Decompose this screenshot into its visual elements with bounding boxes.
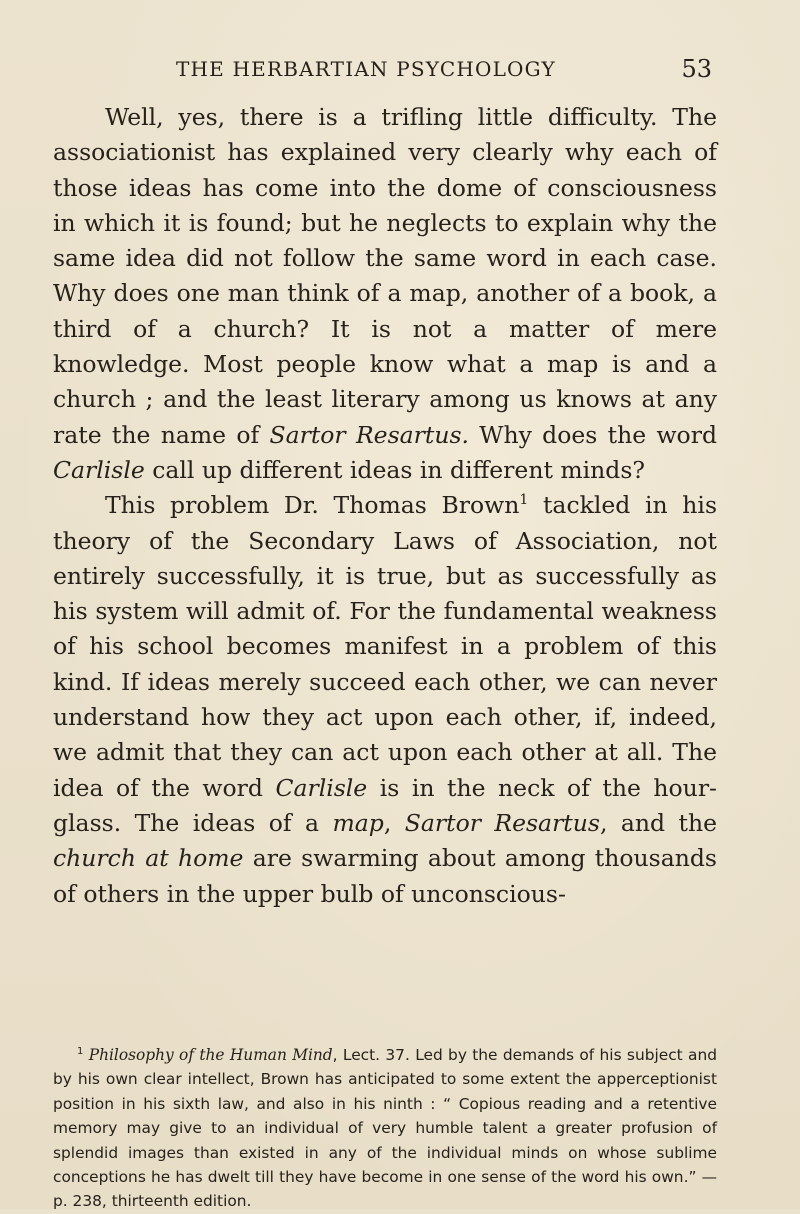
paragraph-1	[53, 100, 717, 488]
footnote-marker: 1	[77, 1045, 84, 1057]
word-map: map	[332, 808, 384, 837]
running-head-title: THE HERBARTIAN PSYCHOLOGY	[176, 57, 556, 81]
paragraph-2-text-d: is in the neck of the hour-glass. The ideas of a	[53, 773, 717, 837]
word-carlisle: Carlisle	[53, 455, 145, 484]
paragraph-2-text-a: This problem Dr. Thomas Brown	[105, 491, 520, 520]
word-carlisle-2: Carlisle	[275, 773, 368, 802]
paragraph-1-text-c: Why does the word	[469, 420, 717, 449]
footnote-reference: 1	[519, 492, 529, 509]
paragraph-1-text-e: call up different ideas in different minds?	[144, 455, 646, 484]
footnote-book-title: Philosophy of the Human Mind	[88, 1046, 333, 1064]
body-text	[53, 100, 717, 912]
paragraph-2-text-f: ,	[383, 808, 405, 837]
paragraph-2-text-h: , and the	[599, 808, 717, 837]
running-head	[176, 54, 712, 84]
paragraph-1-text-a: Well, yes, there is a trifling little difficulty. The associationist has explained very clearly why each of those ideas has come into the dome of consciousness in which it is found; but he neglects to explain why the same idea did not follow the same word in each case. Why does one man think of a map, another of a book, a third of a church? It is not a matter of mere knowledge. Most people know what a map is and a church ; and the least literary among us knows at any rate the name of	[53, 103, 717, 449]
paragraph-2	[53, 488, 717, 912]
book-title-sartor-resartus: Sartor Resartus.	[269, 420, 469, 449]
page-number: 53	[681, 55, 712, 83]
paragraph-2-text-j: are swarming about among thousands of others in the upper bulb of unconscious-	[53, 844, 717, 908]
phrase-church-at-home: church at home	[53, 844, 244, 873]
book-title-sartor-resartus-2: Sartor Resartus	[404, 808, 600, 837]
footnote-text: , Lect. 37. Led by the demands of his subject and by his own clear intellect, Brown has anticipated to some extent the apperceptionist position in his sixth law, and also in his ninth : “ Copious reading and a retentive memory may give to an individual of very humble talent a greater profusion of splendid images than existed in any of the individual minds on whose sublime conceptions he has dwelt till they have become in one sense of the word his own.” —p. 238, thirteenth edition.	[53, 1046, 717, 1211]
paragraph-2-text-b: tackled in his theory of the Secondary Laws of Association, not entirely successfully, it is true, but as successfully as his system will admit of. For the fundamental weakness of his school becomes manifest in a problem of this kind. If ideas merely succeed each other, we can never understand how they act upon each other, if, indeed, we admit that they can act upon each other at all. The idea of the word	[53, 491, 718, 802]
footnote	[53, 1043, 717, 1214]
